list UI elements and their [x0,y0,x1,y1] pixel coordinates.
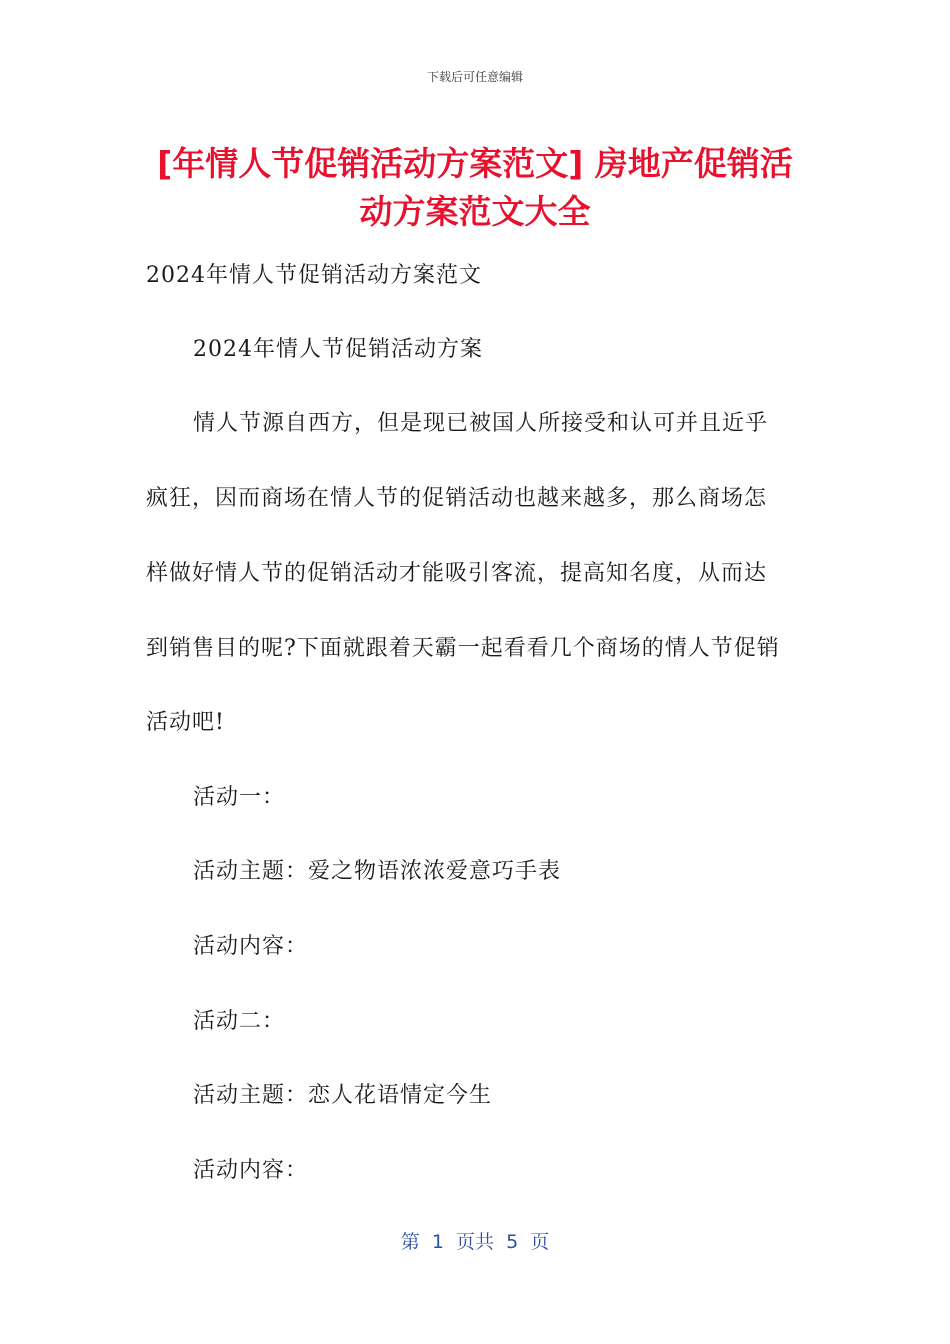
activity-content: 活动内容： [193,1158,309,1183]
header-note: 下载后可任意编辑 [426,70,523,84]
document-title-line-1: [年情人节促销活动方案范文] 房地产促销活 [157,144,793,183]
activity-theme: 活动主题：爱之物语浓浓爱意巧手表 [193,859,562,884]
intro-paragraph-line: 到销售目的呢?下面就跟着天霸一起看看几个商场的情人节促销 [146,636,780,661]
intro-paragraph-line: 情人节源自西方，但是现已被国人所接受和认可并且近乎 [193,411,769,436]
document-subtitle: 2024年情人节促销活动方案范文 [146,263,482,288]
document-title-line-2: 动方案范文大全 [359,192,591,231]
page-indicator: 第 1 页共 5 页 [400,1231,550,1253]
activity-label: 活动一： [193,785,286,810]
document-title [100,140,850,236]
intro-paragraph-line: 活动吧! [146,710,225,735]
activity-label: 活动二： [193,1009,286,1034]
intro-paragraph-line: 疯狂，因而商场在情人节的促销活动也越来越多，那么商场怎 [146,486,768,511]
intro-paragraph-line: 样做好情人节的促销活动才能吸引客流，提高知名度，从而达 [146,561,768,586]
section-heading: 2024年情人节促销活动方案 [193,337,483,362]
activity-content: 活动内容： [193,934,309,959]
activity-theme: 活动主题：恋人花语情定今生 [193,1083,493,1108]
